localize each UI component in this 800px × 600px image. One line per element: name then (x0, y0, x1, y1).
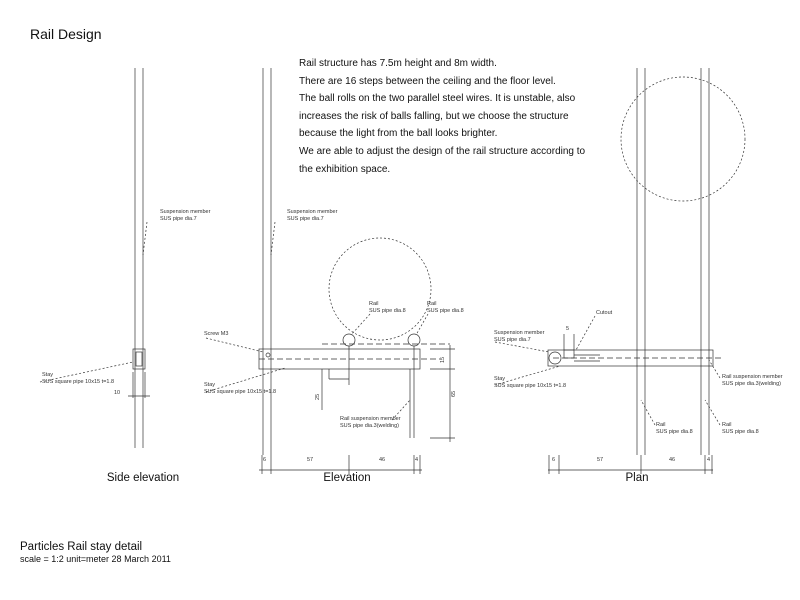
label-rail-suspension: Rail suspension member (722, 374, 783, 380)
dim-label: 4 (707, 457, 711, 463)
dim-label: 57 (597, 457, 604, 463)
label-rail-spec: SUS pipe dia.8 (427, 308, 464, 314)
leader-line (709, 360, 720, 378)
label-cutout: Cutout (596, 310, 613, 316)
leader-line (705, 400, 720, 425)
page-title: Rail Design (30, 26, 102, 42)
label-stay: Stay (42, 372, 54, 378)
label-rail: Rail (656, 422, 666, 428)
dim-label: 65 (451, 390, 457, 397)
label-stay-spec: SUS square pipe 10x15 t=1.8 (42, 379, 115, 385)
label-rail-spec: SUS pipe dia.8 (656, 429, 693, 435)
footer-scale: scale = 1:2 unit=meter 28 March 2011 (20, 554, 171, 564)
description-line: The ball rolls on the two parallel steel wires. It is unstable, also (299, 93, 576, 105)
leader-line (641, 400, 655, 425)
label-rail-suspension-spec: SUS pipe dia.3(welding) (340, 423, 400, 429)
label-suspension-member: Suspension member (287, 209, 338, 215)
label-suspension-spec: SUS pipe dia.7 (287, 216, 324, 222)
caption-plan: Plan (625, 472, 649, 484)
caption-side-elevation: Side elevation (106, 472, 180, 484)
label-rail: Rail (722, 422, 732, 428)
leader-line (576, 316, 595, 350)
ball-outline (329, 238, 431, 340)
leader-line (416, 314, 428, 335)
stay-section-inner (136, 352, 142, 366)
dim-label: 15 (440, 356, 446, 363)
description-line: Rail structure has 7.5m height and 8m width. (299, 58, 497, 69)
elevation-view (206, 68, 455, 474)
ball-outline (621, 77, 745, 201)
label-stay-spec: SUS square pipe 10x15 t=1.8 (494, 383, 567, 389)
label-suspension-spec: SUS pipe dia.7 (160, 216, 197, 222)
label-stay: Stay (204, 382, 216, 388)
leader-line (495, 342, 549, 352)
label-rail-spec: SUS pipe dia.8 (722, 429, 759, 435)
label-rail-spec: SUS pipe dia.8 (369, 308, 406, 314)
leader-line (351, 314, 370, 335)
leader-line (271, 222, 275, 255)
dim-label: 57 (307, 457, 314, 463)
label-stay-spec: SUS square pipe 10x15 t=1.8 (204, 389, 277, 395)
dim-width: 10 (114, 390, 121, 396)
caption-elevation: Elevation (323, 472, 371, 484)
leader-line (143, 222, 147, 255)
dim-label: 46 (379, 457, 386, 463)
footer-title: Particles Rail stay detail (20, 541, 143, 553)
leader-line (206, 338, 263, 352)
plan-view (495, 68, 745, 474)
cutout (564, 350, 574, 358)
dim-label: 46 (669, 457, 676, 463)
label-stay: Stay (494, 376, 506, 382)
label-suspension-member: Suspension member (160, 209, 211, 215)
description-line: increases the risk of balls falling, but we choose the structure (299, 110, 569, 122)
description-line: There are 16 steps between the ceiling and the floor level. (299, 75, 556, 87)
dim-label: 4 (415, 457, 419, 463)
label-rail: Rail (369, 301, 379, 307)
dim-label: 25 (315, 393, 321, 400)
description-line: because the light from the ball looks brighter. (299, 128, 498, 140)
label-rail: Rail (427, 301, 437, 307)
label-suspension-spec: SUS pipe dia.7 (494, 337, 531, 343)
dim-label: 5 (566, 326, 570, 332)
label-rail-suspension-spec: SUS pipe dia.3(welding) (722, 381, 782, 387)
screw-mark (266, 353, 270, 357)
label-screw: Screw M3 (204, 331, 229, 337)
dim-label: 6 (552, 457, 556, 463)
description-line: the exhibition space. (299, 163, 391, 175)
label-suspension-member: Suspension member (494, 330, 545, 336)
side-elevation-view (40, 68, 150, 448)
label-rail-suspension: Rail suspension member (340, 416, 401, 422)
dim-label: 6 (263, 457, 267, 463)
description-line: We are able to adjust the design of the rail structure according to (299, 145, 586, 157)
